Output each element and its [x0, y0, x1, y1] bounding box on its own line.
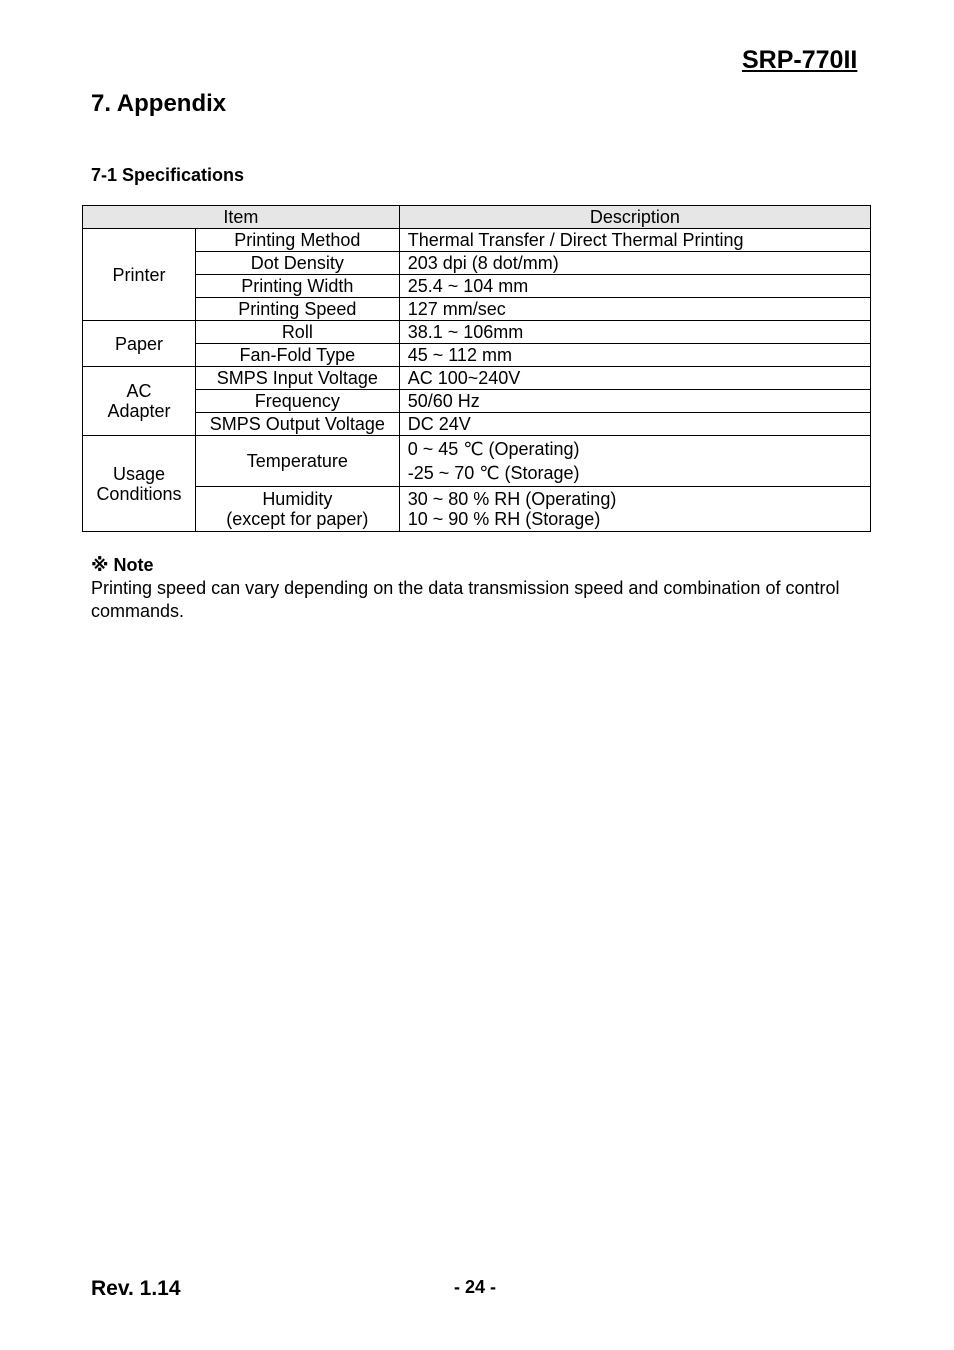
chapter-title: 7. Appendix	[91, 90, 227, 117]
description-cell	[399, 436, 870, 487]
item-line: (except for paper)	[226, 509, 369, 529]
item-cell: SMPS Input Voltage	[195, 367, 399, 390]
description-line: 10 ~ 90 % RH (Storage)	[407, 509, 601, 529]
table-row	[83, 321, 871, 344]
note-text: Printing speed can vary depending on the data transmission speed and combination of control commands.	[91, 578, 840, 621]
item-cell	[195, 487, 399, 532]
item-cell: Printing Method	[195, 229, 399, 252]
description-cell: 38.1 ~ 106mm	[399, 321, 870, 344]
description-line: 30 ~ 80 % RH (Operating)	[407, 489, 617, 509]
item-cell: Printing Width	[195, 275, 399, 298]
item-cell: Frequency	[195, 390, 399, 413]
item-cell: Dot Density	[195, 252, 399, 275]
table-row	[83, 229, 871, 252]
description-cell: Thermal Transfer / Direct Thermal Printing	[399, 229, 870, 252]
category-line: AC	[126, 381, 152, 401]
description-cell: 25.4 ~ 104 mm	[399, 275, 870, 298]
table-row	[83, 252, 871, 275]
item-cell: Printing Speed	[195, 298, 399, 321]
header-description: Description	[399, 206, 870, 229]
category-usage-conditions	[83, 436, 196, 532]
description-line: 0 ~ 45 ℃ (Operating)	[407, 439, 580, 459]
category-line: Conditions	[96, 483, 182, 504]
item-cell: Temperature	[195, 436, 399, 487]
table-row	[83, 367, 871, 390]
table-row	[83, 413, 871, 436]
description-line: -25 ~ 70 ℃ (Storage)	[407, 463, 580, 483]
description-cell: 45 ~ 112 mm	[399, 344, 870, 367]
category-ac-adapter	[83, 367, 196, 436]
revision-label: Rev. 1.14	[91, 1277, 181, 1300]
header-item: Item	[83, 206, 400, 229]
category-printer: Printer	[83, 229, 196, 321]
table-row	[83, 487, 871, 532]
description-cell: 50/60 Hz	[399, 390, 870, 413]
table-header-row	[83, 206, 871, 229]
description-cell: 127 mm/sec	[399, 298, 870, 321]
model-name: SRP-770II	[742, 46, 858, 74]
note-title: ※ Note	[91, 555, 154, 575]
category-line: Usage	[112, 463, 165, 484]
description-cell	[399, 487, 870, 532]
table-row	[83, 298, 871, 321]
description-cell: DC 24V	[399, 413, 870, 436]
table-row	[83, 344, 871, 367]
specifications-table	[82, 205, 871, 532]
item-cell: Fan-Fold Type	[195, 344, 399, 367]
page-number: - 24 -	[454, 1277, 497, 1297]
section-title: 7-1 Specifications	[91, 165, 245, 185]
category-paper: Paper	[83, 321, 196, 367]
item-cell: SMPS Output Voltage	[195, 413, 399, 436]
description-cell: AC 100~240V	[399, 367, 870, 390]
category-line: Adapter	[107, 401, 171, 421]
table-row	[83, 275, 871, 298]
item-line: Humidity	[262, 489, 333, 509]
table-row	[83, 390, 871, 413]
item-cell: Roll	[195, 321, 399, 344]
table-row	[83, 436, 871, 487]
description-cell: 203 dpi (8 dot/mm)	[399, 252, 870, 275]
